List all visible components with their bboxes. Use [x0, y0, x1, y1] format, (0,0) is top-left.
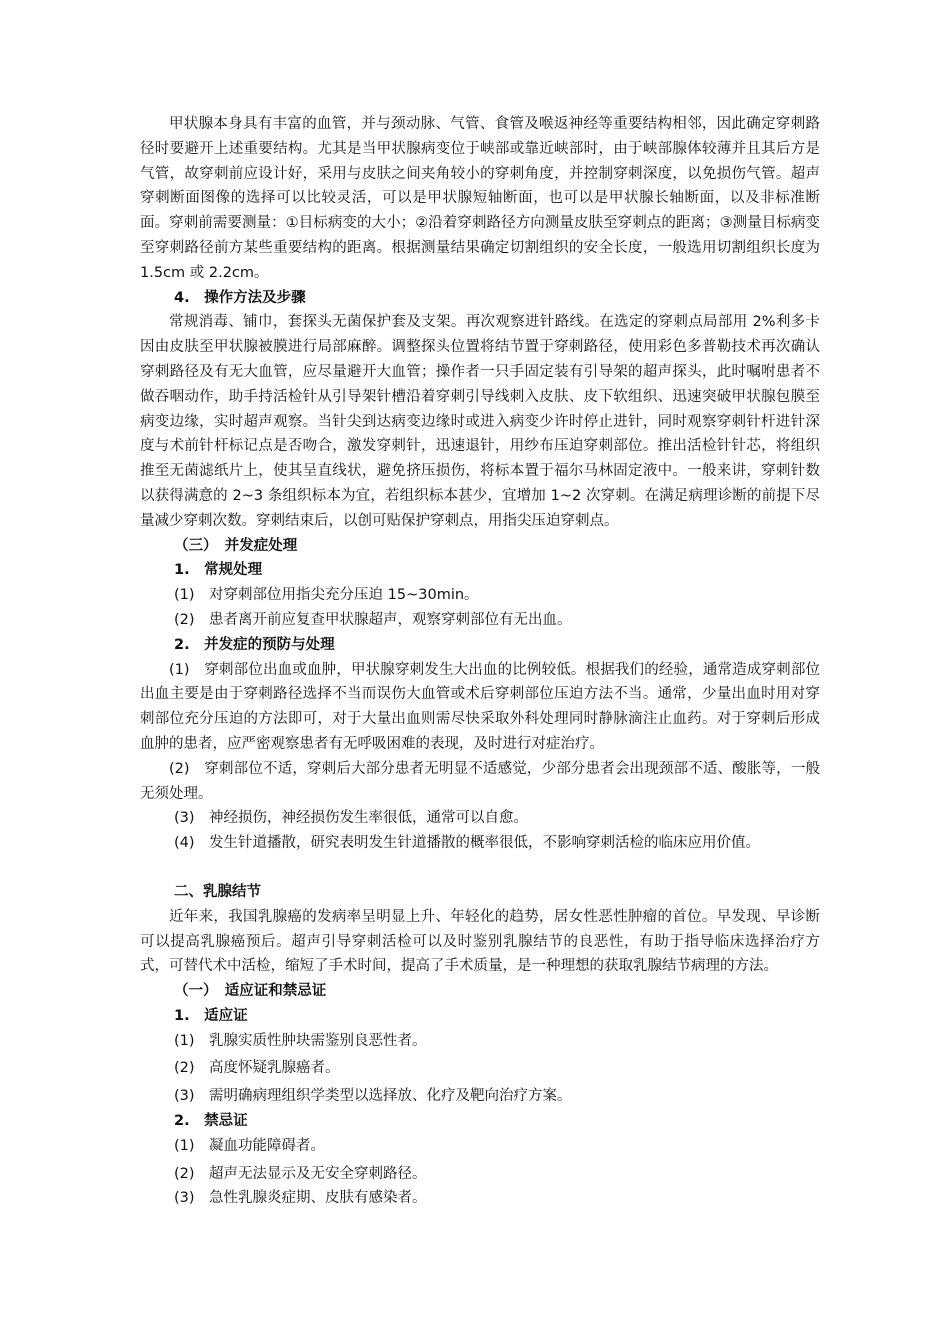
heading-indications: 1. 适应证: [174, 1007, 248, 1024]
list-item-indication-1: (1) 乳腺实质性肿块需鉴别良恶性者。: [174, 1032, 427, 1049]
list-item-contraindication-1: (1) 凝血功能障碍者。: [174, 1137, 326, 1154]
list-item-indication-3: (3) 需明确病理组织学类型以选择放、化疗及靶向治疗方案。: [174, 1088, 572, 1105]
list-item-routine-1: (1) 对穿刺部位用指尖充分压迫 15~30min。: [174, 587, 479, 604]
paragraph-intro: 甲状腺本身具有丰富的血管，并与颈动脉、气管、食管及喉返神经等重要结构相邻，因此确定穿刺路径时要避开上述重要结构。尤其是当甲状腺病变位于峡部或靠近峡部时，由于峡部腺体较薄并且其后方是气管，故穿刺前应设计好，采用与皮肤之间夹角较小的穿刺角度，并控制穿刺深度，以免损伤气管。超声穿刺断面图像的选择可以比较灵活，可以是甲状腺短轴断面，也可以是甲状腺长轴断面，以及非标准断面。穿刺前需要测量：①目标病变的大小；②沿着穿刺路径方向测量皮肤至穿刺点的距离；③测量目标病变至穿刺路径前方某些重要结构的距离。根据测量结果确定切割组织的安全长度，一般选用切割组织长度为 1.5cm 或 2.2cm。: [140, 116, 820, 281]
list-item-routine-2: (2) 患者离开前应复查甲状腺超声，观察穿刺部位有无出血。: [174, 611, 572, 628]
list-item-indication-2: (2) 高度怀疑乳腺癌者。: [174, 1060, 340, 1077]
heading-routine: 1. 常规处理: [174, 562, 263, 579]
list-item-complication-3: (3) 神经损伤，神经损伤发生率很低，通常可以自愈。: [174, 810, 529, 827]
heading-complications: （三） 并发症处理: [174, 537, 298, 554]
heading-steps: 4. 操作方法及步骤: [174, 289, 306, 306]
list-item-complication-4: (4) 发生针道播散，研究表明发生针道播散的概率很低，不影响穿刺活检的临床应用价值。: [174, 835, 761, 852]
paragraph-steps: 常规消毒、铺巾，套探头无菌保护套及支架。再次观察进针路线。在选定的穿刺点局部用 2%利多卡因由皮肤至甲状腺被膜进行局部麻醉。调整探头位置将结节置于穿刺路径，使用彩色多普勒技术再次确认穿刺路径及有无大血管，应尽量避开大血管；操作者一只手固定装有引导架的超声探头，此时嘱咐患者不做吞咽动作，助手持活检针从引导架针槽沿着穿刺引导线刺入皮肤、皮下软组织、迅速突破甲状腺包膜至病变边缘，实时超声观察。当针尖到达病变边缘时或进入病变少许时停止进针，同时观察穿刺针杆进针深度与术前针杆标记点是否吻合，激发穿刺针，迅速退针，用纱布压迫穿刺部位。推出活检针针芯，将组织推至无菌滤纸片上，使其呈直线状，避免挤压损伤，将标本置于福尔马林固定液中。一般来讲，穿刺针数以获得满意的 2~3 条组织标本为宜，若组织标本甚少，宜增加 1~2 次穿刺。在满足病理诊断的前提下尽量减少穿刺次数。穿刺结束后，以创可贴保护穿刺点，用指尖压迫穿刺点。: [140, 314, 820, 529]
document-page: [140, 112, 820, 1211]
heading-contraindications: 2. 禁忌证: [174, 1113, 248, 1130]
list-item-contraindication-2: (2) 超声无法显示及无安全穿刺路径。: [174, 1165, 427, 1182]
list-item-contraindication-3: (3) 急性乳腺炎症期、皮肤有感染者。: [174, 1190, 427, 1207]
list-item-complication-1: (1) 穿刺部位出血或血肿，甲状腺穿刺发生大出血的比例较低。根据我们的经验，通常造成穿刺部位出血主要是由于穿刺路径选择不当而误伤大血管或术后穿刺部位压迫方法不当。通常，少量出血时用对穿刺部位充分压迫的方法即可，对于大量出血则需尽快采取外科处理同时静脉滴注止血药。对于穿刺后形成血肿的患者，应严密观察患者有无呼吸困难的表现，及时进行对症治疗。: [140, 661, 820, 752]
paragraph-breast: 近年来，我国乳腺癌的发病率呈明显上升、年轻化的趋势，居女性恶性肿瘤的首位。早发现、早诊断可以提高乳腺癌预后。超声引导穿刺活检可以及时鉴别乳腺结节的良恶性，有助于指导临床选择治疗方式，可替代术中活检，缩短了手术时间，提高了手术质量，是一种理想的获取乳腺结节病理的方法。: [140, 908, 820, 975]
heading-breast-nodules: 二、乳腺结节: [174, 883, 261, 900]
heading-indications-contraindications: （一） 适应证和禁忌证: [174, 983, 327, 1000]
heading-prevention: 2. 并发症的预防与处理: [174, 636, 335, 653]
list-item-complication-2: (2) 穿刺部位不适，穿刺后大部分患者无明显不适感觉，少部分患者会出现颈部不适、酸胀等，一般无须处理。: [140, 760, 820, 802]
